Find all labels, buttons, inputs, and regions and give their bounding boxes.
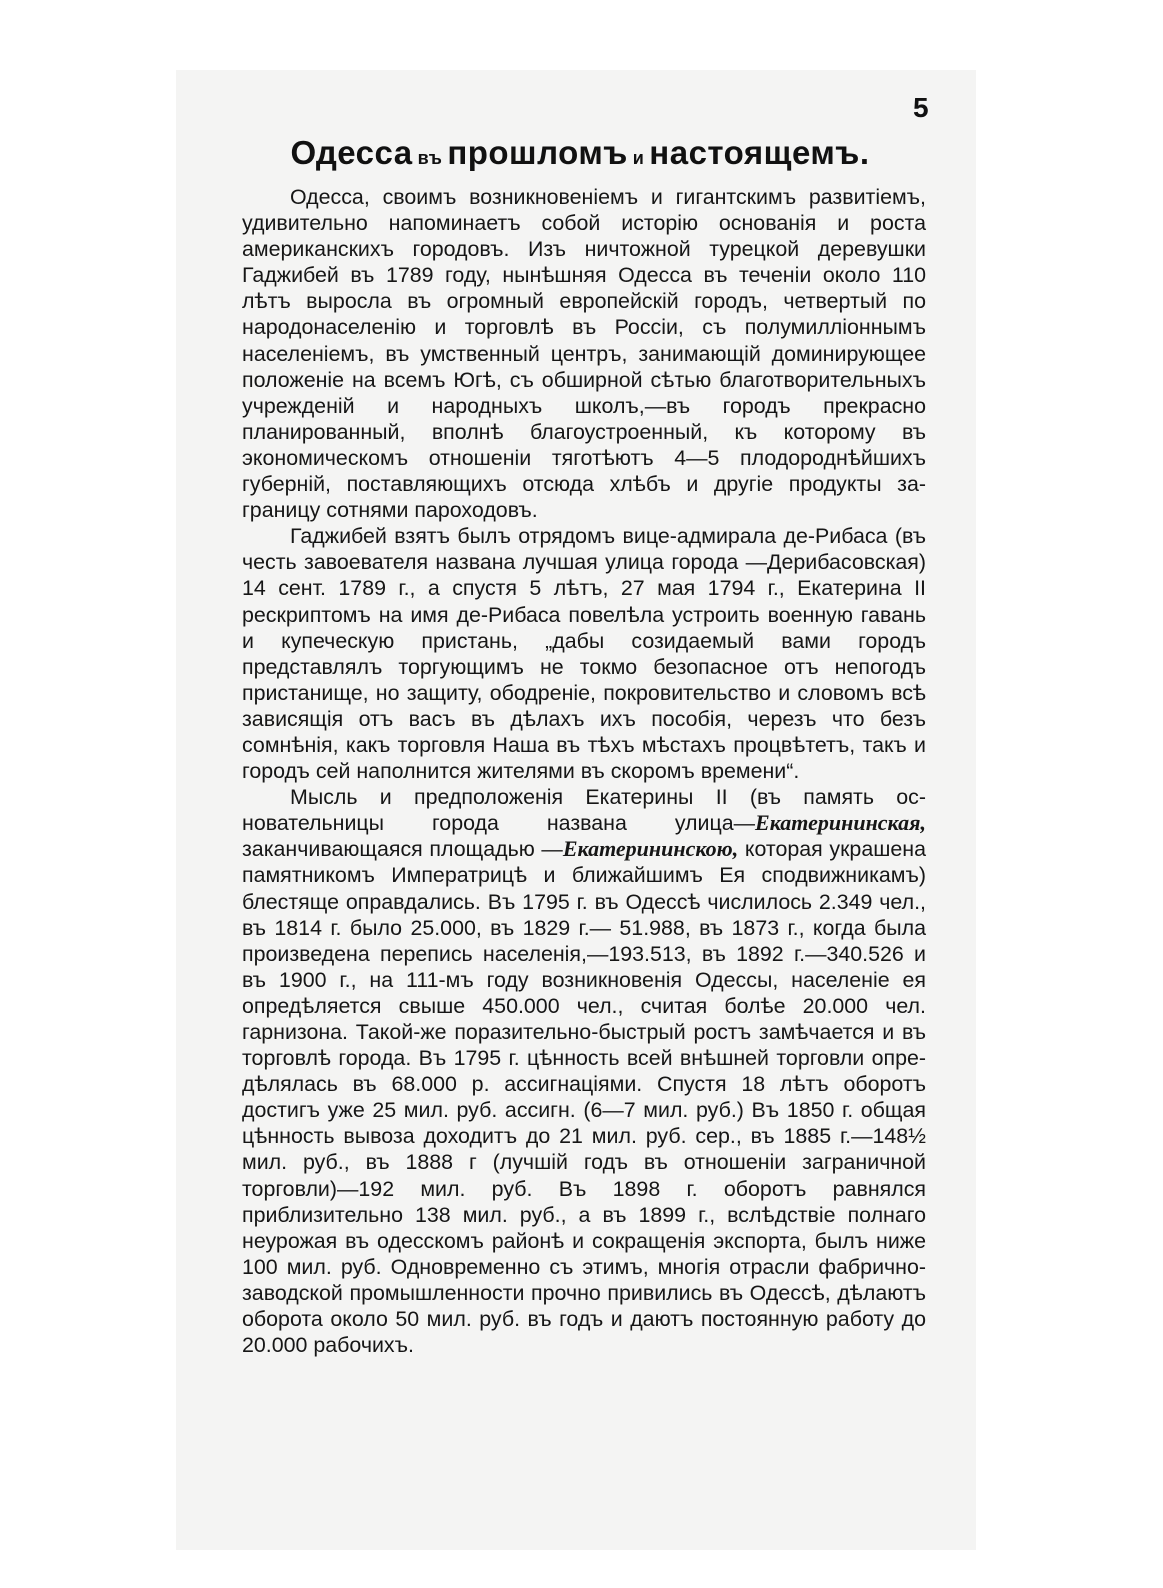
page-number: 5 — [913, 92, 929, 123]
title-word-odessa: Одесса — [290, 134, 413, 171]
paragraph-1: Одесса, своимъ возникновеніемъ и гигантскимъ развитіемъ, удивительно напоминаетъ собой исторію основанія и роста американскихъ городовъ. Изъ ничтожной турецкой деревушки Гаджибей въ 1789 году, нынѣшняя Одесса въ теченіи около 110 лѣтъ выросла въ огромный европейскій городъ, четвертый по народонаселенію и торговлѣ въ Россіи, съ полумилліоннымъ населеніемъ, въ умственный центръ, занимающій доминирующее положеніе на всемъ Югѣ, съ обширной сѣтью благотворительныхъ учрежденій и народныхъ школъ,—въ городъ прекрасно планированный, вполнѣ благоустроенный, къ которому въ экономическомъ отношеніи тяготѣютъ 4—5 плодороднѣйшихъ губерній, поставляющихъ отсюда хлѣбъ и другіе продукты за-границу сотнями пароходовъ. — [242, 185, 926, 523]
paragraph-3-text-c: которая украшена памятникомъ Императрицѣ и ближайшимъ Ея сподвижникамъ) блестяще оправдались. Въ 1795 г. въ Одессѣ числилось 2.349 чел., въ 1814 г. было 25.000, въ 1829 г.— 51.988, въ 1873 г., когда была произведена перепись населенія,—193.513, въ 1892 г.—340.526 и въ 1900 г., на 111-мъ году возникновенія Одессы, населеніе ея опредѣляется свыше 450.000 чел., считая болѣе 20.000 чел. гарнизона. Такой-же поразительно-быстрый ростъ замѣчается и въ торговлѣ города. Въ 1795 г. цѣнность всей внѣшней торговли опредѣлялась въ 68.000 р. ассигнаціями. Спустя 18 лѣтъ оборотъ достигъ уже 25 мил. руб. ассигн. (6—7 мил. руб.) Въ 1850 г. общая цѣнность вывоза доходитъ до 21 мил. руб. сер., въ 1885 г.—148½ мил. руб., въ 1888 г (лучшій годъ въ отношеніи заграничной торговли)—192 мил. руб. Въ 1898 г. оборотъ равнялся приблизительно 138 мил. руб., а въ 1899 г., вслѣдствіе полнаго неурожая въ одесскомъ районѣ и сокращенія экспорта, былъ ниже 100 мил. руб. Одновременно съ этимъ, многія отрасли фабрично-заводской промышленности прочно привились въ Одессѣ, дѣлаютъ оборота около 50 мил. руб. въ годъ и даютъ постоянную работу до 20.000 рабочихъ. — [242, 837, 926, 1358]
paragraph-2: Гаджибей взятъ былъ отрядомъ вице-адмирала де-Рибаса (въ честь завоевателя названа лучшая улица города —Дерибасовская) 14 сент. 1789 г., а спустя 5 лѣтъ, 27 мая 1794 г., Екатерина II рескриптомъ на имя де-Рибаса повелѣла устроить военную гавань и купеческую пристань, „дабы созидаемый вами городъ представлялъ торгующимъ не токмо безопасное отъ непогодъ пристанище, но защиту, ободреніе, покровительство и словомъ всѣ зависящія отъ васъ въ дѣлахъ ихъ пособія, черезъ что безъ сомнѣнія, какъ торговля Наша въ тѣхъ мѣстахъ процвѣтетъ, такъ и городъ сей наполнится жителями въ скоромъ времени“. — [242, 524, 926, 784]
page-title — [200, 134, 960, 172]
paragraph-3-text-b: заканчивающаяся площадью — — [242, 837, 563, 862]
title-word-and: и — [632, 148, 645, 168]
title-word-past: прошломъ — [447, 134, 628, 171]
article-body — [242, 184, 926, 1358]
title-word-v: въ — [417, 148, 443, 168]
title-word-present: настоящемъ. — [649, 134, 870, 171]
square-name-emphasis: Екатерининскою, — [562, 836, 739, 862]
paragraph-3-text-a: Мысль и предположенія Екатерины II (въ память основательницы города названа улица— — [242, 785, 926, 836]
paragraph-3 — [242, 784, 926, 1358]
street-name-emphasis: Екатерининская, — [755, 810, 926, 836]
